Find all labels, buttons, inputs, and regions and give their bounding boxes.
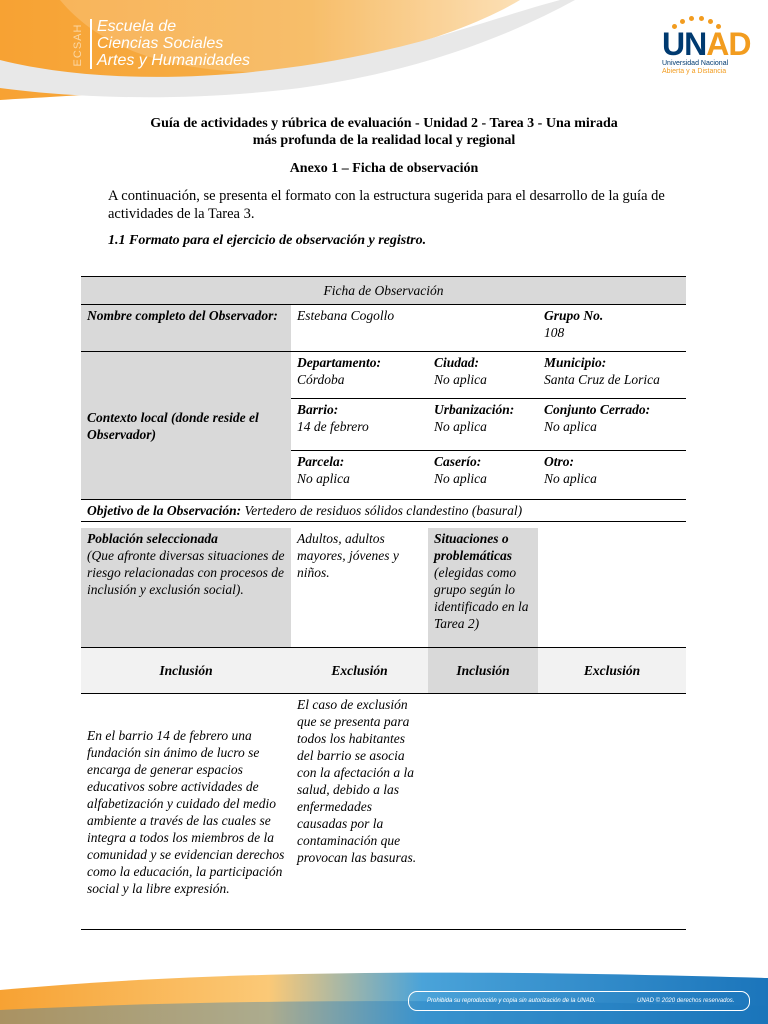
situations-desc: (elegidas como grupo según lo identificado en la Tarea 2): [434, 564, 529, 631]
caserio-label: Caserío:: [434, 454, 482, 469]
objective-label: Objetivo de la Observación:: [87, 503, 242, 518]
page-header: [0, 0, 768, 100]
unad-logo: UNAD Universidad Nacional Abierta y a Distancia: [660, 16, 746, 78]
university-name-line-1: Universidad Nacional: [662, 60, 729, 67]
parcela-label: Parcela:: [297, 454, 345, 469]
document-title: Guía de actividades y rúbrica de evaluación - Unidad 2 - Tarea 3 - Una mirada más profunda de la realidad local y regional: [150, 116, 618, 148]
ciudad-label: Ciudad:: [434, 355, 480, 370]
exclusion-text: El caso de exclusión que se presenta para todos los habitantes del barrio se asocia con la afectación a la salud, debido a las enfermedades causadas por la contaminación que provocan las basuras.: [297, 697, 417, 865]
school-line-3: Artes y Humanidades: [97, 52, 250, 69]
footer-notice: Prohibida su reproducción y copia sin autorización de la UNAD.: [427, 998, 596, 1004]
context-label: Contexto local (donde reside el Observador): [81, 352, 291, 500]
caserio-value: No aplica: [434, 471, 487, 486]
col-inclusion-2: Inclusión: [428, 648, 538, 694]
otro-label: Otro:: [544, 454, 574, 469]
col-exclusion-1: Exclusión: [291, 648, 428, 694]
population-value: Adultos, adultos mayores, jóvenes y niños.: [297, 530, 399, 580]
group-value: 108: [544, 325, 565, 340]
parcela-value: No aplica: [297, 471, 350, 486]
barrio-label: Barrio:: [297, 402, 339, 417]
urbanizacion-value: No aplica: [434, 419, 487, 434]
objective-value: Vertedero de residuos sólidos clandestino (basural): [244, 503, 523, 518]
school-line-1: Escuela de: [97, 18, 177, 35]
barrio-value: 14 de febrero: [297, 419, 369, 434]
ciudad-value: No aplica: [434, 372, 487, 387]
col-exclusion-2: Exclusión: [538, 648, 686, 694]
university-name-line-2: Abierta y a Distancia: [662, 68, 727, 75]
school-name: [97, 18, 250, 69]
section-heading: 1.1 Formato para el ejercicio de observación y registro.: [108, 233, 427, 248]
col-inclusion-1: Inclusión: [81, 648, 291, 694]
school-line-2: Ciencias Sociales: [97, 35, 224, 52]
departamento-value: Córdoba: [297, 372, 345, 387]
urbanizacion-label: Urbanización:: [434, 402, 515, 417]
observer-value: Estebana Cogollo: [297, 308, 395, 323]
situations-cell: [428, 528, 538, 648]
municipio-value: Santa Cruz de Lorica: [544, 372, 660, 387]
municipio-label: Municipio:: [544, 355, 607, 370]
conjunto-value: No aplica: [544, 419, 597, 434]
departamento-label: Departamento:: [297, 355, 381, 370]
situations-label: Situaciones o problemáticas: [434, 530, 512, 563]
form-heading: Ficha de Observación: [323, 283, 444, 298]
intro-paragraph: A continuación, se presenta el formato con la estructura sugerida para el desarrollo de la guía de actividades de la Tarea 3.: [108, 188, 665, 222]
footer-notice-pill: [408, 991, 750, 1011]
inclusion-text: En el barrio 14 de febrero una fundación sin ánimo de lucro se encarga de generar espacios educativos sobre actividades de alfabetización y cuidado del medio ambiente a través de las cuales se integra a todos los miembros de la comunidad y se evidencian derechos como la educación, la participación social y la libre expresión.: [87, 727, 285, 896]
population-cell: [81, 528, 291, 648]
otro-value: No aplica: [544, 471, 597, 486]
objective-row: [81, 500, 686, 522]
observation-form-table: [81, 276, 686, 930]
group-label: Grupo No.: [544, 308, 604, 323]
population-desc: (Que afronte diversas situaciones de riesgo relacionadas con procesos de inclusión y exclusión social).: [87, 547, 285, 597]
observer-label: Nombre completo del Observador:: [81, 305, 291, 352]
conjunto-label: Conjunto Cerrado:: [544, 402, 651, 417]
footer-rights: UNAD © 2020 derechos reservados.: [637, 998, 735, 1004]
ecsah-tag: ECSAH: [72, 23, 84, 67]
annex-title: Anexo 1 – Ficha de observación: [289, 161, 479, 176]
population-label: Población seleccionada: [87, 530, 218, 546]
